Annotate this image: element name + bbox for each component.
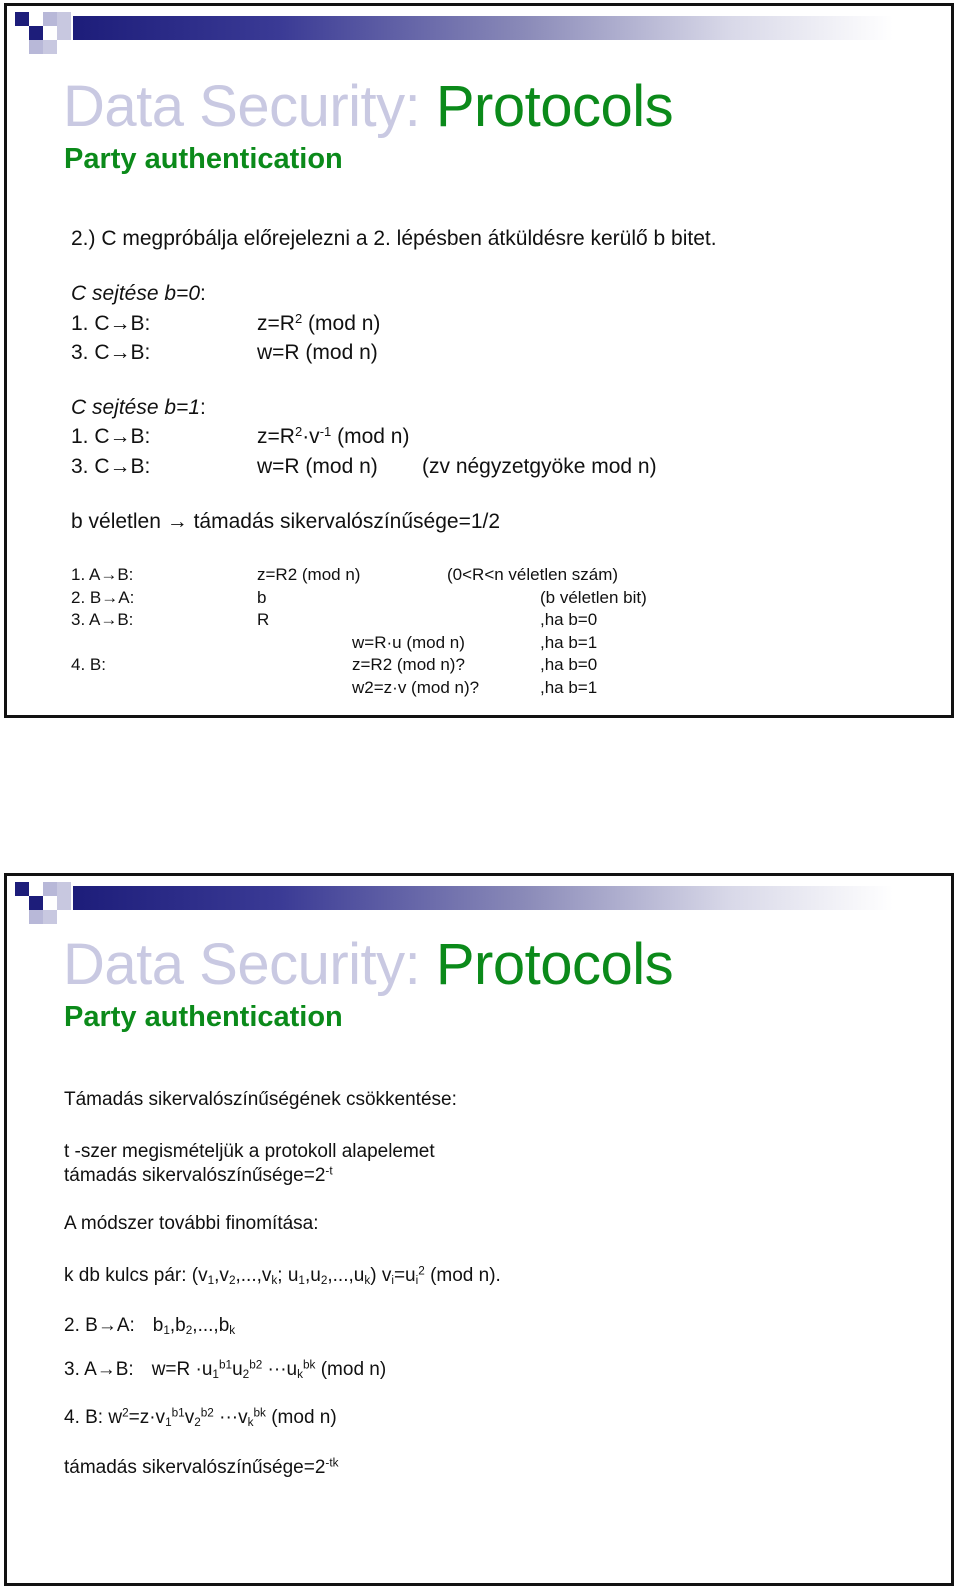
right-arrow-icon: → (101, 588, 119, 607)
proto-row-4-col2: ,ha b=1 (540, 633, 598, 652)
right-arrow-icon: → (166, 510, 188, 533)
proto-row-1-step: 1. A→B: (71, 565, 134, 584)
slide-header-decoration (7, 876, 951, 936)
decor-square (15, 12, 29, 26)
decor-square (43, 882, 57, 896)
proto-row-4-col1: w=R·u (mod n) (352, 633, 465, 652)
right-arrow-icon: → (97, 1315, 117, 1336)
decor-square (29, 26, 43, 40)
guess-1-step-1: 1. C→B: (71, 425, 151, 448)
slide-title: Data Security: Protocols (63, 932, 674, 997)
guess-0-step-1-expr: $z=R^2$ (mod n) (257, 310, 381, 335)
decor-square (43, 40, 57, 54)
right-arrow-icon: → (109, 312, 131, 335)
proto-row-3-step: 3. A→B: (71, 610, 134, 629)
reduce-heading: Támadás sikervalószínűségének csökkentése: (64, 1089, 457, 1110)
decor-square (57, 896, 71, 910)
guess-1-step-3-expr: w=R (mod n) (257, 455, 378, 478)
slide-1 (4, 3, 954, 718)
right-arrow-icon: → (96, 1359, 116, 1380)
decor-square (29, 40, 43, 54)
proto-row-2-step: 2. B→A: (71, 588, 135, 607)
proto-row-3-col2: ,ha b=0 (540, 610, 598, 629)
guess-1-step-3: 3. C→B: (71, 455, 151, 478)
guess-0-step-1: 1. C→B: (71, 312, 151, 335)
proto-row-5-step: 4. B: (71, 655, 106, 674)
probability-t: támadás $sikervalószínűsége=2^{-t}$ (64, 1164, 333, 1186)
step-2-line: 2. B→A: $b_1,b_2,...,b_k$ (64, 1315, 236, 1337)
proto-row-3-col1: R (257, 610, 270, 629)
random-bit-line: b véletlen → támadás sikervalószínűsége=1/2 (71, 510, 501, 533)
slide-header-decoration (7, 6, 951, 66)
guess-1-step-3-note: (zv négyzetgyöke mod n) (422, 455, 657, 478)
intro-text: 2.) C megpróbálja előrejelezni a 2. lépésben átküldésre kerülő b bitet. (71, 227, 717, 250)
right-arrow-icon: → (109, 455, 131, 478)
gradient-bar (73, 886, 893, 910)
decor-square (43, 910, 57, 924)
proto-row-5-col2: ,ha b=0 (540, 655, 598, 674)
proto-row-5-col1: z=R2 (mod n)? (352, 655, 465, 674)
guess-0-label: C sejtése b=0: (71, 282, 206, 305)
slide-2 (4, 873, 954, 1586)
slide-title: Data Security: Protocols (63, 74, 674, 139)
guess-1-label: C sejtése b=1: (71, 396, 206, 419)
decor-square (57, 26, 71, 40)
right-arrow-icon: → (100, 565, 118, 584)
proto-row-1-col2: (0<R<n véletlen szám) (447, 565, 619, 584)
key-pairs-line: k db kulcs pár: ($v_1,v_2,...,v_k$; $u_1,u_2,...,u_k$) $v_i=u_i^2$ (mod n). (64, 1264, 501, 1287)
proto-row-2-col1: b (257, 588, 267, 607)
proto-row-2-col2: (b véletlen bit) (540, 588, 647, 607)
decor-square (15, 882, 29, 896)
gradient-bar (73, 16, 893, 40)
refine-heading: A módszer további finomítása: (64, 1213, 319, 1234)
decor-square (57, 12, 71, 26)
step-3-line: 3. A→B: $w=R \cdot u_1^{b1}u_2^{b2} \cdot\cdot\cdot u_k^{bk}$ (mod n) (64, 1358, 387, 1381)
probability-tk: támadás $sikervalószínűsége=2^{-tk}$ (64, 1456, 339, 1478)
decor-square (57, 882, 71, 896)
repeat-line: t -szer megismételjük a protokoll alapelemet (64, 1141, 435, 1162)
slide-subtitle: Party authentication (64, 143, 343, 175)
guess-1-step-1-expr: $z=R^2\cdot v^{-1}$ (mod n) (257, 423, 410, 448)
right-arrow-icon: → (109, 341, 131, 364)
guess-0-step-3-expr: w=R (mod n) (257, 341, 378, 364)
proto-row-1-col1: z=R2 (mod n) (257, 565, 361, 584)
right-arrow-icon: → (100, 610, 118, 629)
proto-row-6-col2: ,ha b=1 (540, 678, 598, 697)
decor-square (29, 896, 43, 910)
decor-square (29, 910, 43, 924)
slide-subtitle: Party authentication (64, 1001, 343, 1033)
right-arrow-icon: → (109, 425, 131, 448)
guess-0-step-3: 3. C→B: (71, 341, 151, 364)
decor-square (43, 12, 57, 26)
step-4-line: 4. B: $w^2=z\cdot v_1^{b1}v_2^{b2} \cdot\cdot\cdot v_k^{bk}$ (mod n) (64, 1406, 337, 1429)
proto-row-6-col1: w2=z·v (mod n)? (352, 678, 480, 697)
